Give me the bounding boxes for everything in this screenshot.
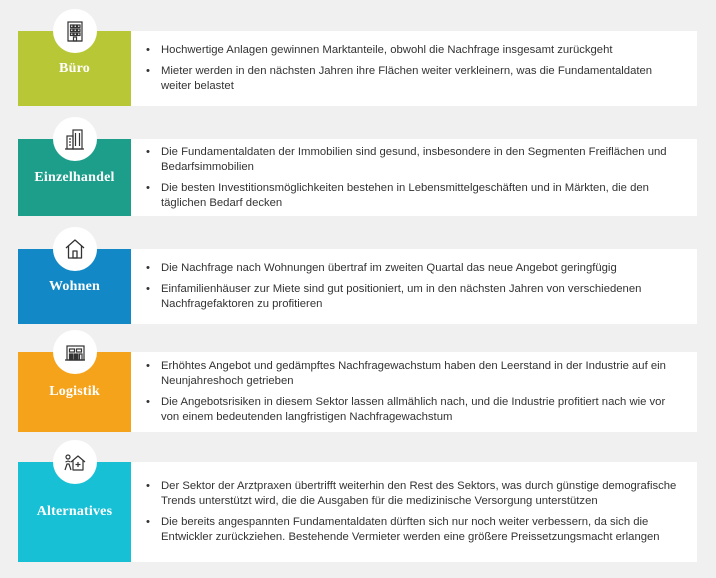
list-item: • Der Sektor der Arztpraxen übertrifft weiterhin den Rest des Sektors, was durch günstige demografische Trends unterstützt wird, die die Ausgaben für die medizinische Versorgung unterstützen [161,479,679,509]
sector-card [131,352,697,432]
list-item: • Die Angebotsrisiken in diesem Sektor lassen allmählich nach, und die Industrie profitiert nach wie vor von einem bedeutenden langfristigen Nachfragewachstum [161,395,679,425]
sector-name: Logistik [49,384,100,399]
sector-card [131,139,697,216]
list-item: • Einfamilienhäuser zur Miete sind gut positioniert, um in den nächsten Jahren von verschiedenen Nachfragefaktoren zu profitieren [161,282,679,312]
sector-card [131,249,697,324]
list-item: • Die bereits angespannten Fundamentaldaten dürften sich nur noch weiter verbessern, da sich die Entwickler zurückziehen. Bestehende Vermieter werden eine größere Preissetzungsmacht erlangen [161,515,679,545]
bullet-list [161,359,679,425]
sector-name: Wohnen [49,278,100,294]
sector-name: Alternatives [36,504,113,519]
office-building-icon [53,9,97,53]
warehouse-icon [53,330,97,374]
retail-building-icon [53,117,97,161]
sector-name: Einzelhandel [34,169,115,185]
bullet-list [161,145,679,211]
bullet-list [161,479,679,545]
bullet-list [161,261,679,312]
list-item: • Die besten Investitionsmöglichkeiten bestehen in Lebensmittelgeschäften und in Märkten, die den täglichen Bedarf decken [161,181,679,211]
sector-name: Büro [59,60,90,76]
list-item: • Erhöhtes Angebot und gedämpftes Nachfragewachstum haben den Leerstand in der Industrie auf ein Neunjahreshoch getrieben [161,359,679,389]
list-item: • Die Nachfrage nach Wohnungen übertraf im zweiten Quartal das neue Angebot geringfügig [161,261,679,276]
bullet-list [161,43,679,94]
list-item: • Hochwertige Anlagen gewinnen Marktanteile, obwohl die Nachfrage insgesamt zurückgeht [161,43,679,58]
sector-card [131,462,697,562]
sector-card [131,31,697,106]
house-icon [53,227,97,271]
list-item: • Die Fundamentaldaten der Immobilien sind gesund, insbesondere in den Segmenten Freiflächen und Bedarfsimmobilien [161,145,679,175]
list-item: • Mieter werden in den nächsten Jahren ihre Flächen weiter verkleinern, was die Fundamentaldaten weiter belastet [161,64,679,94]
medical-home-icon [53,440,97,484]
